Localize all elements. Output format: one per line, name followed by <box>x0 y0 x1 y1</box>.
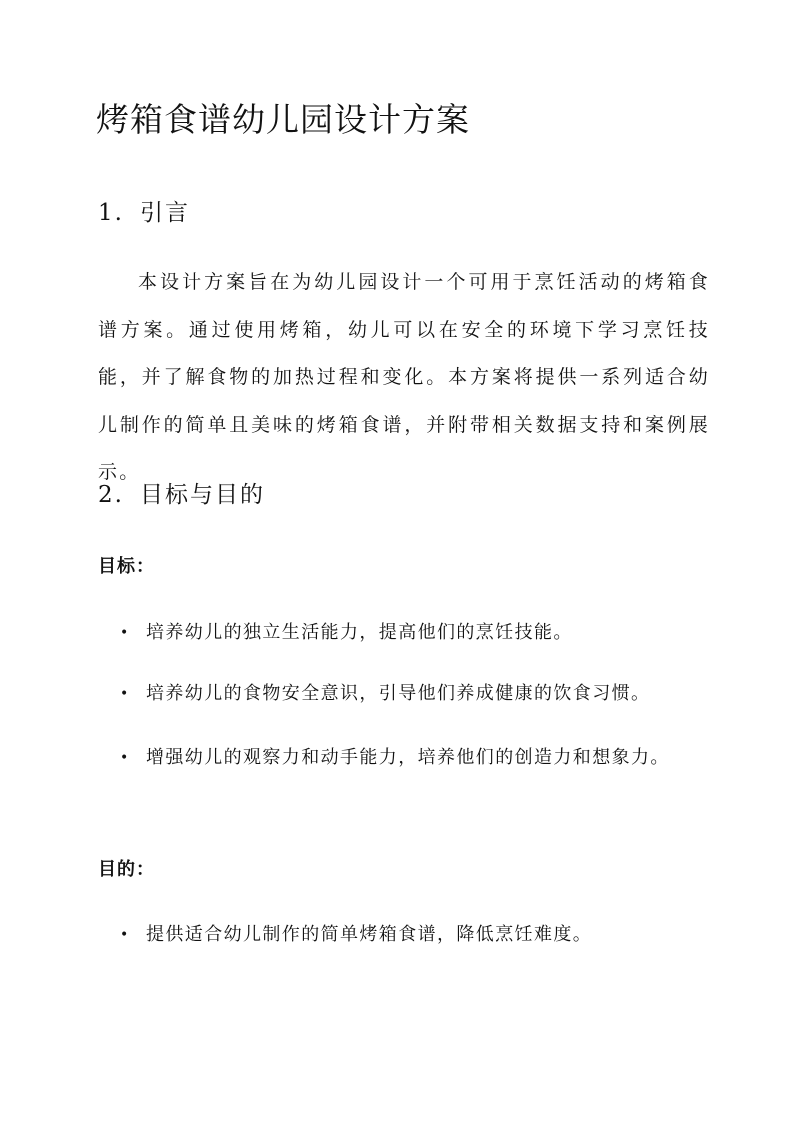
section-number: 2. <box>98 482 124 508</box>
list-item <box>120 907 700 963</box>
bullet-icon: • <box>120 686 130 702</box>
list-item-text: 培养幼儿的独立生活能力，提高他们的烹饪技能。 <box>146 622 573 643</box>
list-item <box>120 730 700 786</box>
section-heading-goals <box>98 478 265 512</box>
list-item <box>120 666 700 722</box>
goals-label: 目标： <box>98 556 155 577</box>
section-title: 目标与目的 <box>140 482 265 508</box>
section-number: 1. <box>98 200 124 226</box>
bullet-icon: • <box>120 625 130 641</box>
list-item-text: 培养幼儿的食物安全意识，引导他们养成健康的饮食习惯。 <box>146 683 651 704</box>
list-item-text: 提供适合幼儿制作的简单烤箱食谱，降低烹饪难度。 <box>146 924 593 945</box>
section-title: 引言 <box>140 200 190 226</box>
list-item <box>120 605 700 661</box>
section-heading-intro <box>98 196 190 230</box>
list-item-text: 增强幼儿的观察力和动手能力，培养他们的创造力和想象力。 <box>146 747 670 768</box>
bullet-icon: • <box>120 927 130 943</box>
intro-paragraph: 本设计方案旨在为幼儿园设计一个可用于烹饪活动的烤箱食谱方案。通过使用烤箱，幼儿可以在安全的环境下学习烹饪技能，并了解食物的加热过程和变化。本方案将提供一系列适合幼儿制作的简单且美味的烤箱食谱，并附带相关数据支持和案例展示。 <box>98 271 710 483</box>
purpose-label: 目的： <box>98 859 155 880</box>
document-title: 烤箱食谱幼儿园设计方案 <box>96 100 470 139</box>
bullet-icon: • <box>120 750 130 766</box>
